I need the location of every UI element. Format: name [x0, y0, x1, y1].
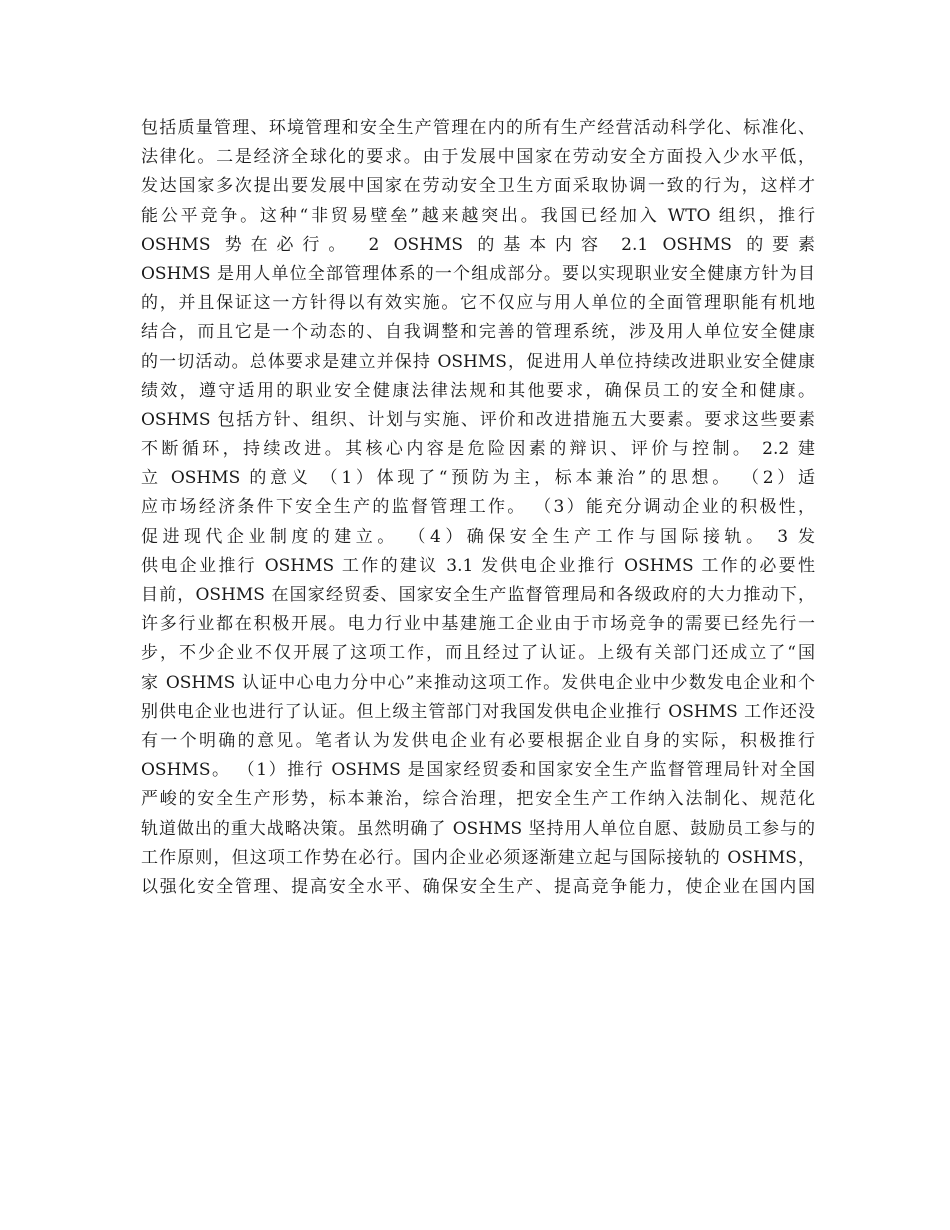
text-line: OSHMS 包括方针、组织、计划与实施、评价和改进措施五大要素。要求这些要素 — [141, 409, 815, 430]
text-line: 立 OSHMS 的意义 （1）体现了“预防为主，标本兼治”的思想。 （2）适 — [141, 468, 815, 489]
text-line: 有一个明确的意见。笔者认为发供电企业有必要根据企业自身的实际，积极推行 — [141, 730, 815, 751]
text-line: 不断循环，持续改进。其核心内容是危险因素的辩识、评价与控制。 2.2 建 — [141, 439, 815, 460]
text-line: 能公平竞争。这种“非贸易壁垒”越来越突出。我国已经加入 WTO 组织，推行 — [141, 205, 815, 226]
text-line: 步，不少企业不仅开展了这项工作，而且经过了认证。上级有关部门还成立了“国 — [141, 643, 815, 664]
text-line: 许多行业都在积极开展。电力行业中基建施工企业由于市场竞争的需要已经先行一 — [141, 614, 815, 635]
text-line: 的一切活动。总体要求是建立并保持 OSHMS，促进用人单位持续改进职业安全健康 — [141, 351, 815, 372]
text-line: 工作原则，但这项工作势在必行。国内企业必须逐渐建立起与国际接轨的 OSHMS， — [141, 847, 815, 868]
text-line: 严峻的安全生产形势，标本兼治，综合治理，把安全生产工作纳入法制化、规范化 — [141, 789, 815, 810]
text-line: 促进现代企业制度的建立。 （4）确保安全生产工作与国际接轨。 3 发 — [141, 526, 815, 547]
text-line: OSHMS 势在必行。 2 OSHMS 的基本内容 2.1 OSHMS 的要素 — [141, 234, 815, 255]
text-line: 供电企业推行 OSHMS 工作的建议 3.1 发供电企业推行 OSHMS 工作的必要性 — [141, 555, 815, 576]
text-line: 别供电企业也进行了认证。但上级主管部门对我国发供电企业推行 OSHMS 工作还没 — [141, 701, 815, 722]
text-line: 法律化。二是经济全球化的要求。由于发展中国家在劳动安全方面投入少水平低， — [141, 147, 815, 168]
text-line: OSHMS。 （1）推行 OSHMS 是国家经贸委和国家安全生产监督管理局针对全国 — [141, 760, 815, 781]
text-line: OSHMS 是用人单位全部管理体系的一个组成部分。要以实现职业安全健康方针为目 — [141, 263, 815, 284]
text-line: 的，并且保证这一方针得以有效实施。它不仅应与用人单位的全面管理职能有机地 — [141, 293, 815, 314]
body-text — [141, 114, 815, 902]
text-line: 家 OSHMS 认证中心电力分中心”来推动这项工作。发供电企业中少数发电企业和个 — [141, 672, 815, 693]
text-line: 以强化安全管理、提高安全水平、确保安全生产、提高竞争能力，使企业在国内国 — [141, 876, 815, 897]
text-line: 包括质量管理、环境管理和安全生产管理在内的所有生产经营活动科学化、标准化、 — [141, 118, 815, 138]
text-line: 目前，OSHMS 在国家经贸委、国家安全生产监督管理局和各级政府的大力推动下， — [141, 585, 815, 605]
text-line: 轨道做出的重大战略决策。虽然明确了 OSHMS 坚持用人单位自愿、鼓励员工参与的 — [141, 818, 815, 839]
text-line: 发达国家多次提出要发展中国家在劳动安全卫生方面采取协调一致的行为，这样才 — [141, 176, 815, 197]
text-line: 应市场经济条件下安全生产的监督管理工作。 （3）能充分调动企业的积极性， — [141, 497, 815, 518]
text-line: 绩效，遵守适用的职业安全健康法律法规和其他要求，确保员工的安全和健康。 — [141, 380, 815, 401]
text-line: 结合，而且它是一个动态的、自我调整和完善的管理系统，涉及用人单位安全健康 — [141, 322, 815, 343]
